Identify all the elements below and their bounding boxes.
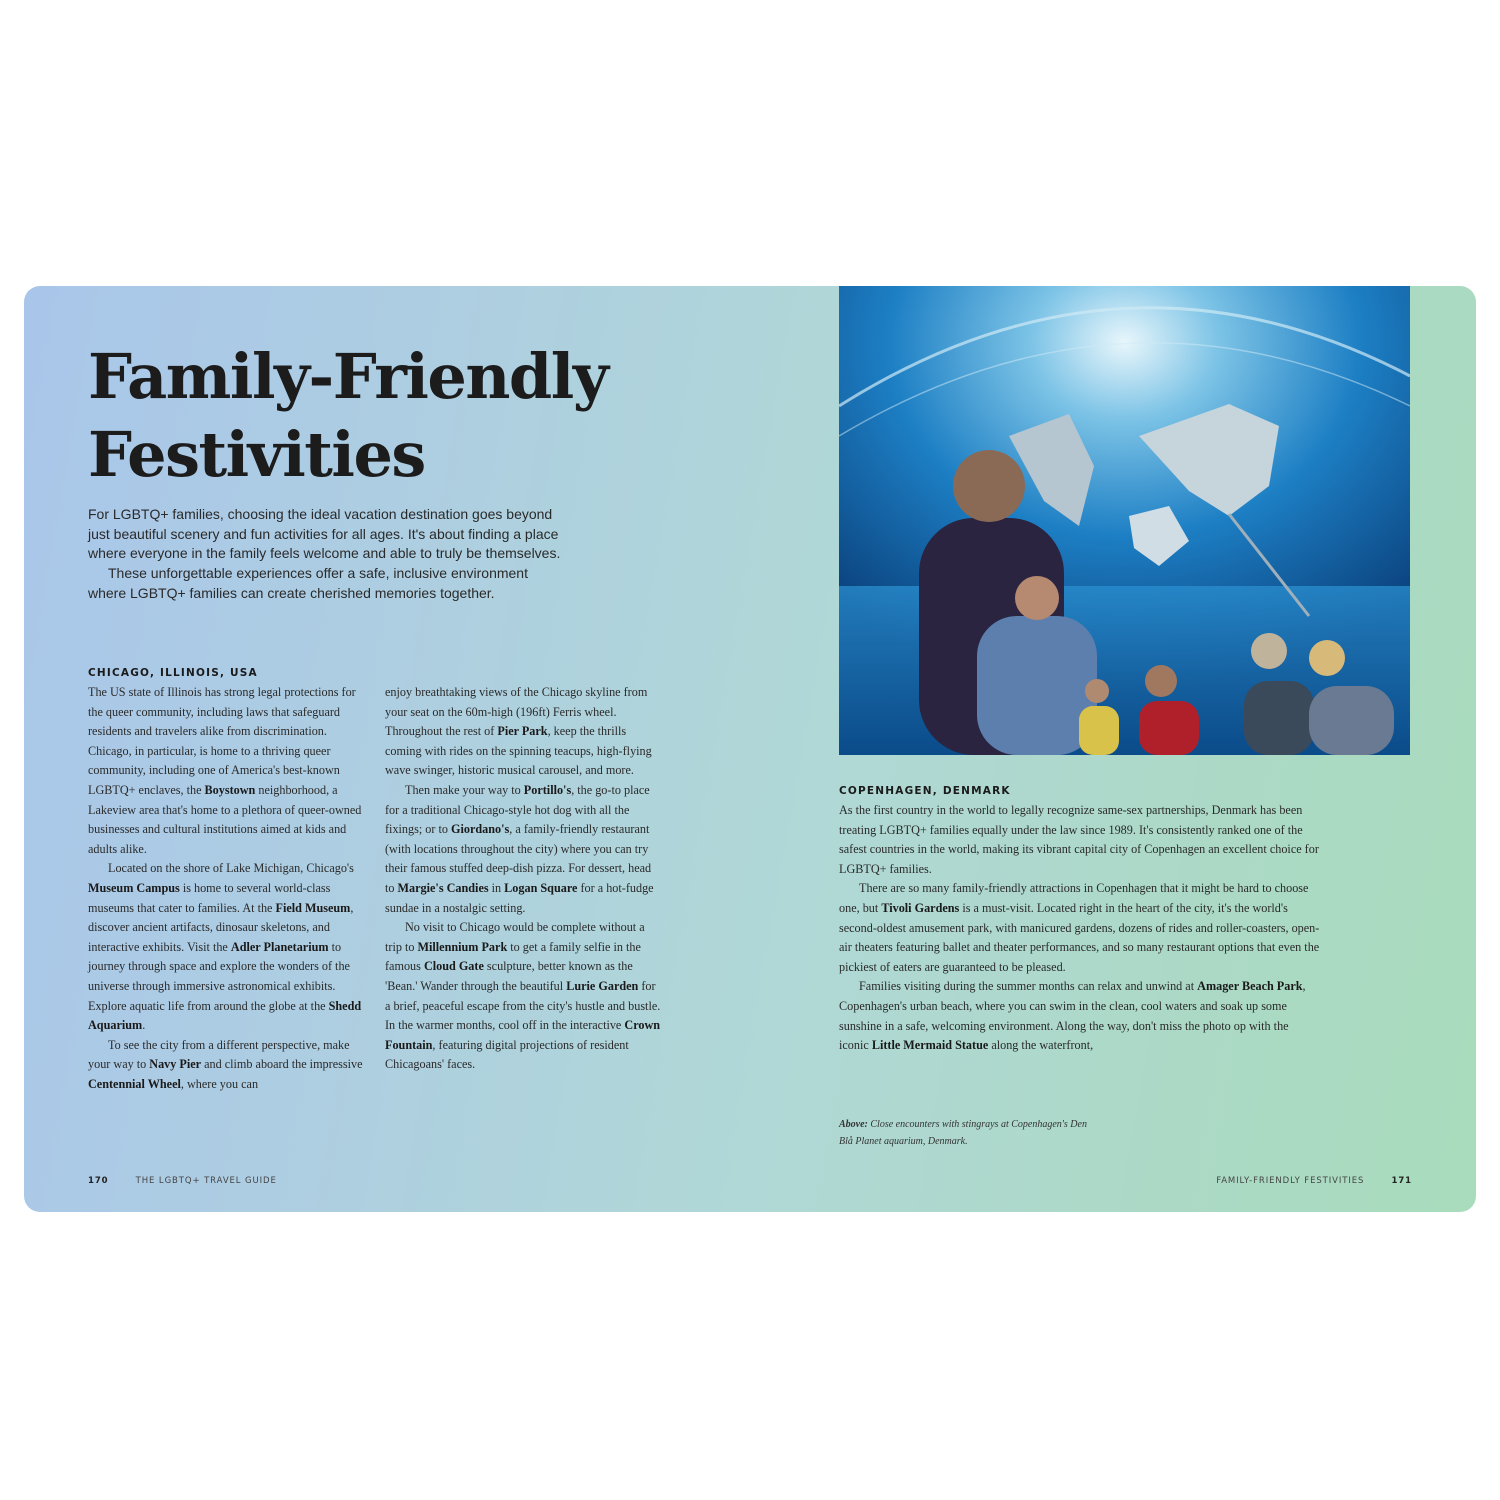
bold-place-name: Boystown bbox=[204, 782, 256, 797]
bold-place-name: Crown Fountain bbox=[385, 1018, 661, 1052]
bold-place-name: Portillo's bbox=[523, 782, 572, 797]
chicago-col1-paragraph-3: To see the city from a different perspective, make your way to Navy Pier and climb aboard the impressive Centennial Wheel, where you can bbox=[88, 1037, 363, 1091]
chicago-heading: CHICAGO, ILLINOIS, USA bbox=[88, 667, 258, 679]
page-number-right: 171 bbox=[1391, 1176, 1412, 1186]
intro-paragraph-2: These unforgettable experiences offer a safe, inclusive environment where LGBTQ+ families can create cherished memories together. bbox=[88, 565, 528, 601]
running-title-left: THE LGBTQ+ TRAVEL GUIDE bbox=[135, 1176, 277, 1186]
photo-caption bbox=[839, 1116, 1099, 1150]
caption-text: Close encounters with stingrays at Copenhagen's Den Blå Planet aquarium, Denmark. bbox=[839, 1119, 1087, 1147]
bold-place-name: Millennium Park bbox=[417, 939, 508, 954]
copenhagen-column bbox=[839, 801, 1321, 1056]
bold-place-name: Navy Pier bbox=[149, 1057, 202, 1072]
bold-place-name: Tivoli Gardens bbox=[881, 900, 960, 915]
footer-right bbox=[1216, 1176, 1412, 1186]
chicago-column-1 bbox=[88, 683, 370, 1094]
intro-text bbox=[88, 505, 568, 604]
chicago-col1-paragraph-1: The US state of Illinois has strong legal protections for the queer community, including laws that safeguard residents and travelers alike from discrimination. Chicago, in particular, is home to a thriving queer community, including one of America's best-known LGBTQ+ enclaves, the Boystown neighborhood, a Lakeview area that's home to a plethora of queer-owned businesses and cultural institutions aimed at kids and adults alike. bbox=[88, 685, 362, 856]
copenhagen-paragraph-2: There are so many family-friendly attractions in Copenhagen that it might be hard to choose one, but Tivoli Gardens is a must-visit. Located right in the heart of the city, it's the world's second-oldest amusement park, with manicured gardens, dozens of rides and roller-coasters, open-air theaters featuring ballet and theater performances, and so many restaurant options that even the pickiest of eaters are guaranteed to be pleased. bbox=[839, 881, 1320, 974]
footer-left bbox=[88, 1176, 277, 1186]
copenhagen-paragraph-1: As the first country in the world to legally recognize same-sex partnerships, Denmark has been treating LGBTQ+ families equally under the law since 1989. It's consistently ranked one of the safest countries in the world, making its vibrant capital city of Copenhagen an excellent choice for LGBTQ+ families. bbox=[839, 803, 1319, 876]
bold-place-name: Field Museum bbox=[275, 900, 351, 915]
bold-place-name: Logan Square bbox=[504, 880, 578, 895]
bold-place-name: Giordano's bbox=[451, 822, 510, 837]
bold-place-name: Museum Campus bbox=[88, 880, 180, 895]
bold-place-name: Little Mermaid Statue bbox=[871, 1038, 989, 1053]
title-line-1: Family-Friendly bbox=[88, 340, 608, 413]
bold-place-name: Shedd Aquarium bbox=[88, 998, 362, 1033]
page-number-left: 170 bbox=[88, 1176, 109, 1186]
bold-place-name: Cloud Gate bbox=[423, 959, 484, 974]
bold-place-name: Adler Planetarium bbox=[230, 939, 329, 954]
bold-place-name: Lurie Garden bbox=[566, 978, 639, 993]
page-title bbox=[88, 338, 648, 494]
bold-place-name: Pier Park bbox=[497, 724, 548, 739]
bold-place-name: Margie's Candies bbox=[397, 880, 489, 895]
chicago-col2-paragraph-2: Then make your way to Portillo's, the go-to place for a traditional Chicago-style hot dog with all the fixings; or to Giordano's, a family-friendly restaurant (with locations throughout the city) where you can try their famous stuffed deep-dish pizza. For dessert, head to Margie's Candies in Logan Square for a hot-fudge sundae in a nostalgic setting. bbox=[385, 782, 654, 915]
aquarium-stingray-photo bbox=[839, 286, 1410, 755]
chicago-col2-paragraph-3: No visit to Chicago would be complete without a trip to Millennium Park to get a family selfie in the famous Cloud Gate sculpture, better known as the 'Bean.' Wander through the beautiful Lurie Garden for a brief, peaceful escape from the city's hustle and bustle. In the warmer months, cool off in the interactive Crown Fountain, featuring digital projections of resident Chicagoans' faces. bbox=[385, 920, 661, 1072]
bold-place-name: Amager Beach Park bbox=[1197, 979, 1303, 994]
title-line-2: Festivities bbox=[88, 418, 425, 491]
chicago-col2-paragraph-1: enjoy breathtaking views of the Chicago skyline from your seat on the 60m-high (196ft) Ferris wheel. Throughout the rest of Pier Park, keep the thrills coming with rides on the spinning teacups, high-flying wave swinger, historic musical carousel, and more. bbox=[385, 685, 652, 778]
intro-paragraph-1: For LGBTQ+ families, choosing the ideal vacation destination goes beyond just beautiful scenery and fun activities for all ages. It's about finding a place where everyone in the family feels welcome and able to truly be themselves. bbox=[88, 506, 561, 562]
copenhagen-paragraph-3: Families visiting during the summer months can relax and unwind at Amager Beach Park, Copenhagen's urban beach, where you can swim in the clean, cool waters and soak up some sunshine in a safe, welcoming environment. Along the way, don't miss the photo op with the iconic Little Mermaid Statue along the waterfront, bbox=[839, 979, 1306, 1053]
caption-label: Above: bbox=[839, 1119, 868, 1130]
copenhagen-heading: COPENHAGEN, DENMARK bbox=[839, 785, 1011, 797]
bold-place-name: Centennial Wheel bbox=[88, 1076, 181, 1091]
book-spread bbox=[24, 286, 1476, 1212]
chicago-col1-paragraph-2: Located on the shore of Lake Michigan, Chicago's Museum Campus is home to several world-class museums that cater to families. At the Field Museum, discover ancient artifacts, dinosaur skeletons, and interactive exhibits. Visit the Adler Planetarium to journey through space and explore the wonders of the universe through immersive astronomical exhibits. Explore aquatic life from around the globe at the Shedd Aquarium. bbox=[88, 861, 362, 1033]
chicago-column-2 bbox=[385, 683, 661, 1075]
running-title-right: FAMILY-FRIENDLY FESTIVITIES bbox=[1216, 1176, 1365, 1186]
